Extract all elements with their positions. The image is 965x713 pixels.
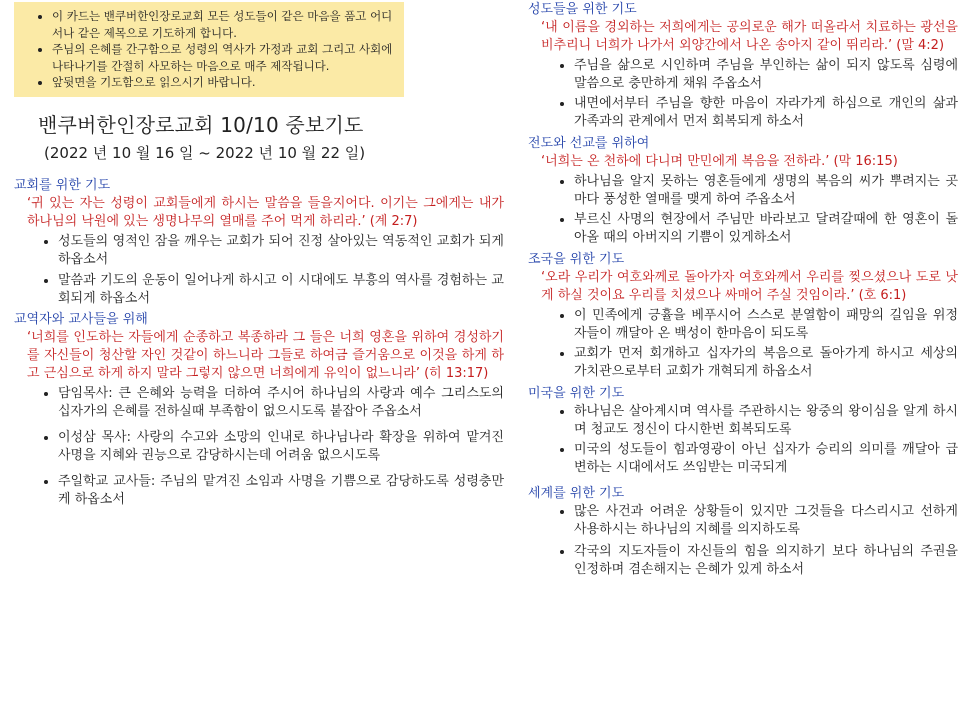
prayer-item: • 미국의 성도들이 힘과영광이 아닌 십자가 승리의 의미를 깨달아 급변하는 시대에서도 쓰임받는 미국되게 [574,441,958,477]
section-verse: ‘너희를 인도하는 자들에게 순종하고 복종하라 그 들은 너희 영혼을 위하여 경성하기를 자신들이 청산할 자인 것같이 하느니라 그들로 하여금 즐거움으로 이것을 하게 하고 근심으로 하게 하지 말라 그렇지 않으면 너희에게 유익이 없느니라’ (히 13:17) [27,329,504,381]
prayer-list [528,173,958,247]
prayer-item: • 하나님을 알지 못하는 영혼들에게 생명의 복음의 씨가 뿌려지는 곳마다 풍성한 열매를 맺게 하여 주옵소서 [574,173,958,209]
section-verse: ‘너희는 온 천하에 다니며 만민에게 복음을 전하라.’ (막 16:15) [541,154,898,169]
prayer-item: • 하나님은 살아계시며 역사를 주관하시는 왕중의 왕이심을 알게 하시며 청교도 정신이 다시한번 회복되도록 [574,403,958,439]
section-heading: 미국을 위한 기도 [528,386,625,401]
section-homeland [528,251,958,381]
notice-box [14,2,404,97]
prayer-list [528,403,958,477]
prayer-item: • 내면에서부터 주님을 향한 마음이 자라가게 하심으로 개인의 삶과 가족과의 관계에서 먼저 회복되게 하소서 [574,95,958,131]
notice-list [14,8,396,91]
notice-item: • 앞뒷면을 기도함으로 읽으시기 바랍니다. [52,74,396,91]
prayer-item: • 각국의 지도자들이 자신들의 힘을 의지하기 보다 하나님의 주권을 인정하며 겸손해지는 은혜가 있게 하소서 [574,543,958,579]
section-heading: 교회를 위한 기도 [14,177,111,193]
page-title: 밴쿠버한인장로교회 10/10 중보기도 [38,112,364,137]
section-heading: 조국을 위한 기도 [528,252,625,267]
prayer-item: • 주일학교 교사들: 주님의 맡겨진 소임과 사명을 기쁨으로 감당하도록 성령충만케 하옵소서 [58,473,504,509]
prayer-list [528,57,958,131]
prayer-item: • 이성삼 목사: 사랑의 수고와 소망의 인내로 하나님나라 확장을 위하여 맡겨진 사명을 지혜와 권능으로 감당하시는데 어려움 없으시도록 [58,429,504,465]
prayer-item: • 부르신 사명의 현장에서 주님만 바라보고 달려갈때에 한 영혼이 돌아올 때의 아버지의 기쁨이 있게하소서 [574,211,958,247]
prayer-item: • 교회가 먼저 회개하고 십자가의 복음으로 돌아가게 하시고 세상의 가치관으로부터 교회가 개혁되게 하옵소서 [574,345,958,381]
section-members [528,1,958,131]
notice-item: • 주님의 은혜를 간구함으로 성령의 역사가 가정과 교회 그리고 사회에 나타나기를 간절히 사모하는 마음으로 매주 제작됩니다. [52,41,396,74]
section-verse: ‘내 이름을 경외하는 저희에게는 공의로운 해가 떠올라서 치료하는 광선을 비추리니 너희가 나가서 외양간에서 나온 송아지 같이 뛰리라.’ (말 4:2) [541,20,958,53]
section-ministers [14,311,504,509]
section-verse: ‘오라 우리가 여호와께로 돌아가자 여호와께서 우리를 찢으셨으나 도로 낫게 하실 것이요 우리를 치셨으나 싸매어 주실 것임이라.’ (호 6:1) [541,270,958,303]
date-range: (2022 년 10 월 16 일 ~ 2022 년 10 월 22 일) [44,143,366,162]
section-heading: 성도들을 위한 기도 [528,2,637,17]
section-world [528,485,958,579]
prayer-item: • 담임목사: 큰 은혜와 능력을 더하여 주시어 하나님의 사랑과 예수 그리스도의 십자가의 은혜를 전하실때 부족함이 없으시도록 붙잡아 주옵소서 [58,385,504,421]
prayer-list [14,385,504,509]
prayer-item: • 이 민족에게 긍휼을 베푸시어 스스로 분열함이 패망의 길임을 위정자들이 깨달아 온 백성이 한마음이 되도록 [574,307,958,343]
prayer-list [528,503,958,579]
section-verse: ‘귀 있는 자는 성령이 교회들에게 하시는 말씀을 들을지어다. 이기는 그에게는 내가 하나님의 낙원에 있는 생명나무의 열매를 주어 먹게 하리라.’ (계 2:7) [27,195,504,229]
section-heading: 전도와 선교를 위하여 [528,136,650,151]
prayer-item: • 많은 사건과 어려운 상황들이 있지만 그것들을 다스리시고 선하게 사용하시는 하나님의 지혜를 의지하도록 [574,503,958,539]
notice-item: • 이 카드는 밴쿠버한인장로교회 모든 성도들이 같은 마음을 품고 어디서나 같은 제목으로 기도하게 합니다. [52,8,396,41]
prayer-list [14,233,504,308]
section-usa [528,385,958,477]
prayer-list [528,307,958,381]
prayer-item: • 주님을 삶으로 시인하며 주님을 부인하는 삶이 되지 않도록 심령에 말씀으로 충만하게 채워 주옵소서 [574,57,958,93]
left-column [14,0,504,512]
section-heading: 교역자와 교사들을 위해 [14,311,148,327]
section-heading: 세계를 위한 기도 [528,486,625,501]
section-church [14,177,504,308]
right-column [528,0,958,581]
section-mission [528,135,958,247]
prayer-item: • 말씀과 기도의 운동이 일어나게 하시고 이 시대에도 부흥의 역사를 경험하는 교회되게 하옵소서 [58,272,504,308]
prayer-item: • 성도들의 영적인 잠을 깨우는 교회가 되어 진정 살아있는 역동적인 교회가 되게 하옵소서 [58,233,504,269]
